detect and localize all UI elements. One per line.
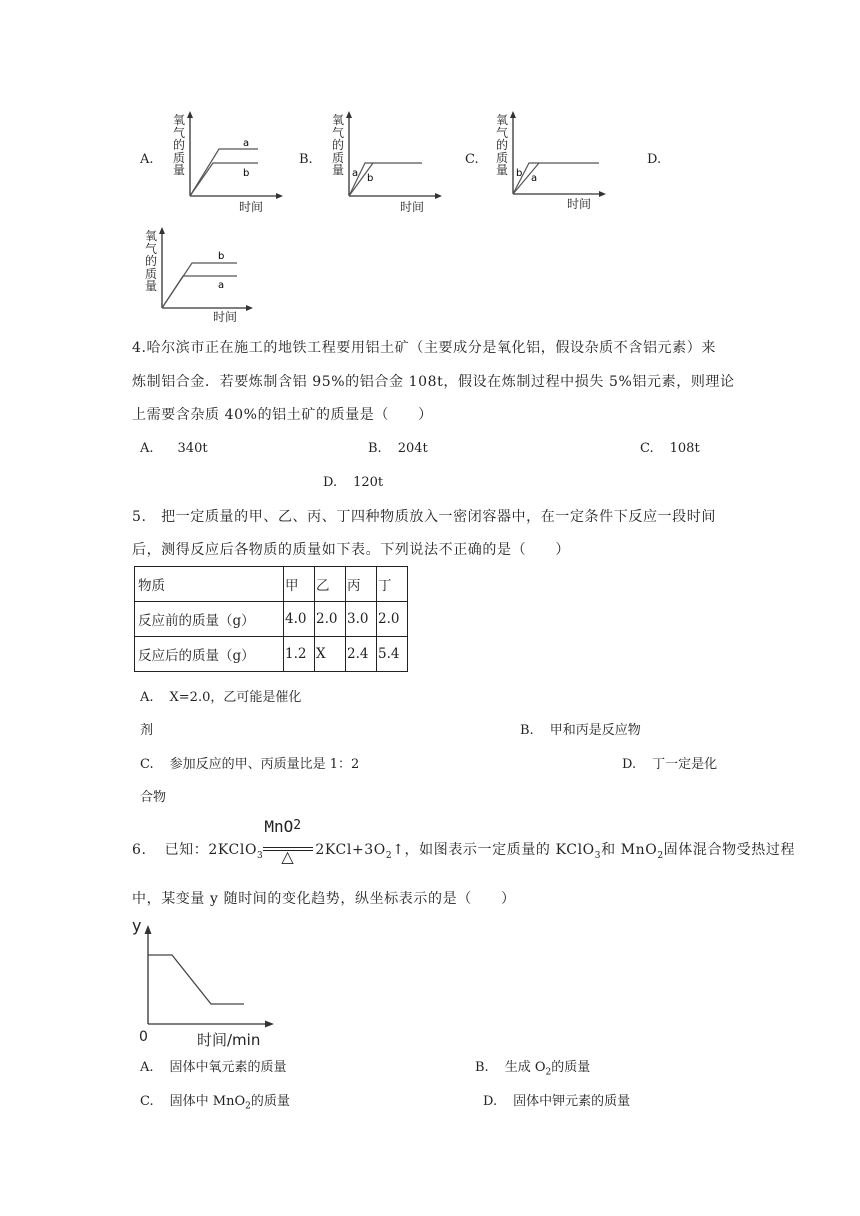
q4-option-b-text: 204t <box>397 441 428 456</box>
q5-stem-line-1: 5. 把一定质量的甲、乙、丙、丁四种物质放入一密闭容器中，在一定条件下反应一段时间 <box>132 509 716 525</box>
q3-option-c-letter[interactable]: C. <box>465 152 479 167</box>
q3-a-plot <box>168 106 288 216</box>
q3-option-c-chart <box>491 106 611 216</box>
q4-option-c-text: 108t <box>669 441 700 456</box>
q5-option-a-text: X=2.0，乙可能是催化 <box>169 690 302 705</box>
q3-b-plot <box>327 106 447 216</box>
q3-d-plot <box>140 222 260 332</box>
q6-stem-text-c: 固体混合物受热过程 <box>663 842 796 858</box>
q5-option-b-text: 甲和丙是反应物 <box>549 723 641 738</box>
q6-option-d[interactable] <box>483 1094 630 1110</box>
q6-stem-line-1 <box>132 817 796 866</box>
q5-option-a[interactable] <box>140 690 301 706</box>
q6-catalyst: MnO2 <box>264 817 302 836</box>
table-cell: 反应前的质量（g） <box>135 602 284 637</box>
q6-gas-arrow: ↑ <box>392 842 405 858</box>
q3-c-slow-label: a <box>531 173 538 184</box>
table-header-cell: 乙 <box>315 567 346 602</box>
q5-stem-line-2: 后，测得反应后各物质的质量如下表。下列说法不正确的是（ ） <box>132 542 570 558</box>
q3-a-y-label: 氧气的质量 <box>172 113 185 177</box>
table-cell: 5.4 <box>377 637 408 672</box>
q3-option-d-chart <box>140 222 260 332</box>
q5-option-c[interactable] <box>140 757 359 773</box>
q6-option-c-letter: C. <box>140 1094 154 1109</box>
q6-option-b[interactable] <box>475 1060 590 1081</box>
q6-sub-2b: 2 <box>657 850 664 861</box>
table-cell: 反应后的质量（g） <box>135 637 284 672</box>
q3-c-x-label: 时间 <box>567 197 592 211</box>
q3-d-series-bottom-label: a <box>218 280 225 291</box>
table-cell: 3.0 <box>346 602 377 637</box>
table-cell: X <box>315 637 346 672</box>
q3-d-y-label: 氧气的质量 <box>144 229 157 293</box>
q3-b-slow-label: b <box>367 173 374 184</box>
table-row <box>135 602 408 637</box>
table-cell: 1.2 <box>284 637 315 672</box>
q6-stem-line-2: 中，某变量 y 随时间的变化趋势，纵坐标表示的是（ ） <box>132 891 516 907</box>
q5-option-c-text: 参加反应的甲、丙质量比是 1：2 <box>169 757 360 772</box>
q4-option-a-letter: A. <box>140 441 154 456</box>
q6-option-d-text: 固体中钾元素的质量 <box>513 1094 631 1109</box>
q6-option-a-letter: A. <box>140 1060 154 1075</box>
q3-c-y-label: 氧气的质量 <box>495 113 508 177</box>
q4-stem-line-2: 炼制铝合金．若要炼制含铝 95%的铝合金 108t，假设在炼制过程中损失 5%铝元素，则理论 <box>132 374 735 390</box>
q5-option-b-letter: B. <box>520 723 534 738</box>
q3-c-plot <box>491 106 611 216</box>
q4-stem-line-3: 上需要含杂质 40%的铝土矿的质量是（ ） <box>132 407 433 423</box>
q3-d-series-top-line <box>162 263 237 308</box>
q6-reaction-arrow <box>263 817 315 866</box>
q5-option-d-text: 丁一定是化 <box>652 757 718 772</box>
q6-chart <box>128 912 278 1048</box>
q6-option-b-text: 生成 $O_2$的质量 <box>504 1060 591 1078</box>
table-row <box>135 637 408 672</box>
q6-sub-3b: 3 <box>594 850 602 861</box>
q4-option-c[interactable] <box>640 441 700 457</box>
q3-option-a-chart <box>168 106 288 216</box>
q4-option-d[interactable] <box>323 475 383 491</box>
q5-option-d-letter: D. <box>622 757 637 772</box>
q6-option-c-text: 固体中 MnO$_2$的质量 <box>169 1094 290 1112</box>
q3-d-x-label: 时间 <box>213 310 238 324</box>
q3-option-d-letter[interactable]: D. <box>647 152 662 167</box>
q3-option-b-chart <box>327 106 447 216</box>
q6-chart-x-label: 时间/min <box>197 1031 261 1049</box>
q3-option-a-letter[interactable]: A. <box>140 152 154 167</box>
q6-option-d-letter: D. <box>483 1094 498 1109</box>
q5-option-b[interactable] <box>520 723 641 739</box>
q6-sub-2: 2 <box>385 850 393 861</box>
q6-stem-text-a: ，如图表示一定质量的 KClO <box>404 842 595 858</box>
q6-equation-reactant: 已知：2KClO <box>164 842 258 858</box>
q6-option-b-letter: B. <box>475 1060 489 1075</box>
q5-option-d-continued: 合物 <box>140 790 167 805</box>
q6-number: 6. <box>132 842 147 858</box>
q5-option-a-continued: 剂 <box>140 723 154 738</box>
table-cell: 4.0 <box>284 602 315 637</box>
q3-option-b-letter[interactable]: B. <box>299 152 313 167</box>
q5-option-c-letter: C. <box>140 757 154 772</box>
q5-option-d[interactable] <box>622 757 717 773</box>
q4-option-b-letter: B. <box>368 441 382 456</box>
q3-a-series-top-label: a <box>243 138 250 149</box>
q3-b-y-label: 氧气的质量 <box>331 113 344 177</box>
q4-stem-line-1: 4.哈尔滨市正在施工的地铁工程要用铝土矿（主要成分是氧化铝，假设杂质不含铝元素）来 <box>132 340 716 356</box>
table-header-cell: 甲 <box>284 567 315 602</box>
q6-option-a[interactable] <box>140 1060 287 1076</box>
q3-b-fast-label: a <box>352 168 359 179</box>
table-cell: 2.4 <box>346 637 377 672</box>
q5-option-a-letter: A. <box>140 690 154 705</box>
q4-option-d-text: 120t <box>353 475 384 490</box>
table-cell: 2.0 <box>377 602 408 637</box>
q6-chart-y-label: y <box>132 916 142 935</box>
q4-option-a-text: 340t <box>177 441 208 456</box>
q6-chart-plot <box>128 912 278 1032</box>
q3-b-x-label: 时间 <box>400 200 425 214</box>
table-header-cell: 丙 <box>346 567 377 602</box>
q4-option-d-letter: D. <box>323 475 338 490</box>
table-header-cell: 物质 <box>135 567 284 602</box>
q6-sub-3: 3 <box>257 850 264 861</box>
q5-mass-table <box>134 566 408 672</box>
q6-stem-text-b: 和 MnO <box>601 842 658 858</box>
table-header-cell: 丁 <box>377 567 408 602</box>
q3-c-fast-label: b <box>516 168 523 179</box>
q3-a-x-label: 时间 <box>239 200 264 214</box>
q3-a-series-bottom-label: b <box>243 168 250 179</box>
q6-chart-curve <box>148 955 244 1004</box>
q6-heat-symbol: △ <box>281 847 295 866</box>
q6-chart-origin: 0 <box>139 1029 148 1045</box>
q3-d-series-top-label: b <box>218 251 225 262</box>
q6-option-a-text: 固体中氧元素的质量 <box>169 1060 287 1075</box>
q4-option-a[interactable] <box>140 441 208 457</box>
table-row <box>135 567 408 602</box>
q4-option-c-letter: C. <box>640 441 654 456</box>
q3-b-fast-line <box>349 163 422 196</box>
table-cell: 2.0 <box>315 602 346 637</box>
q6-equation-products: 2KCl+3O <box>315 842 386 858</box>
q4-option-b[interactable] <box>368 441 428 457</box>
q6-option-c[interactable] <box>140 1094 290 1115</box>
